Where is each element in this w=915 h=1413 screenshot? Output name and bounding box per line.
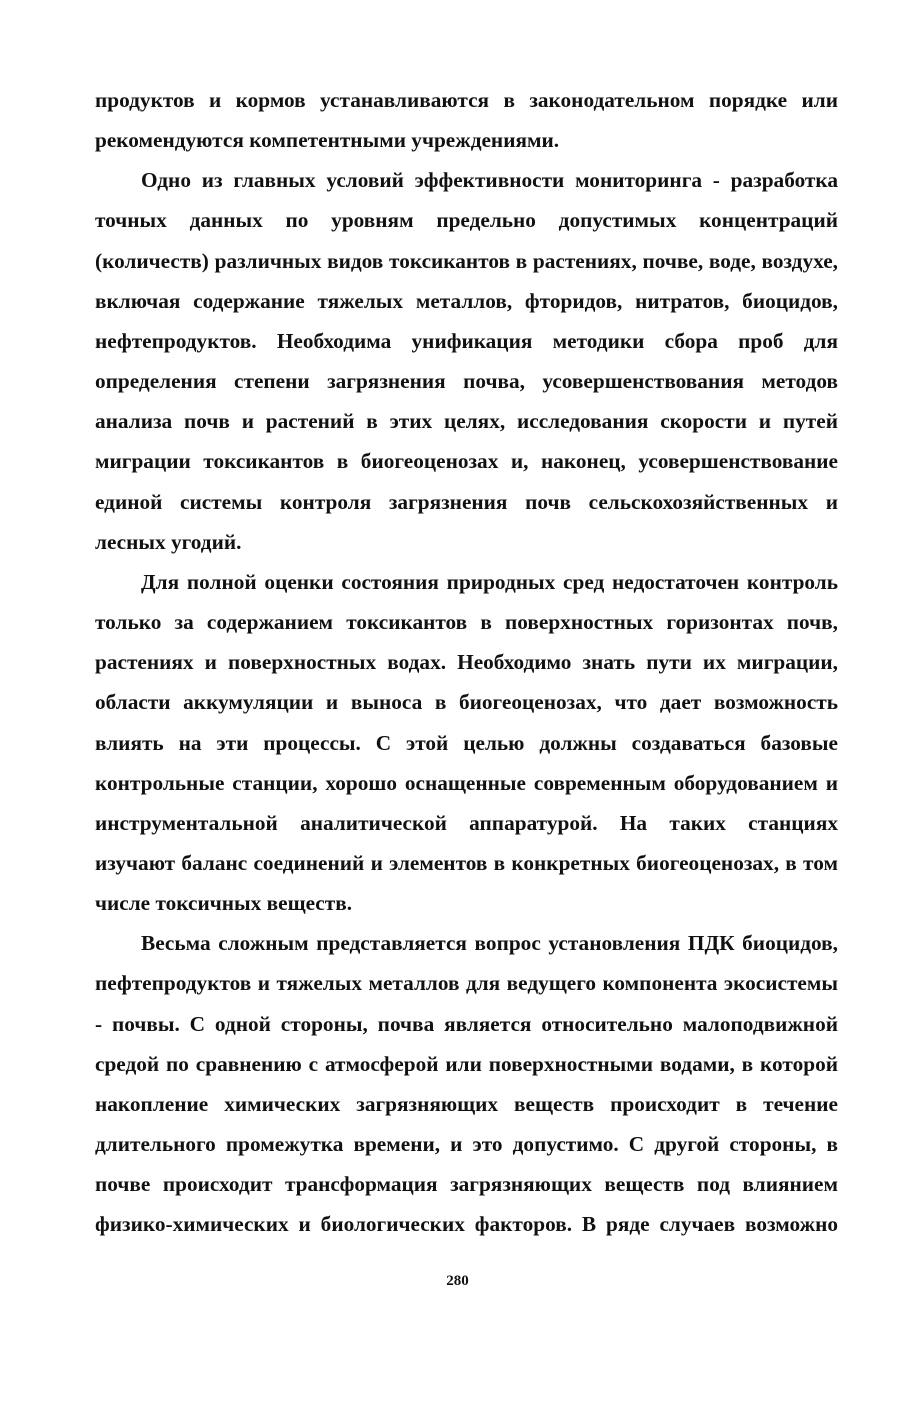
body-text: [95, 80, 838, 1245]
page-number: 280: [446, 1273, 469, 1289]
paragraph-control-stations: Для полной оценки состояния природных сред недостаточен контроль только за содержанием токсикантов в поверхностных горизонтах почв, растениях и поверхностных водах. Необходимо знать пути их миграции, области аккумуляции и выноса в биогеоценозах, что дает возможность влиять на эти процессы. С этой целью должны создаваться базовые контрольные станции, хорошо оснащенные современным оборудованием и инструментальной аналитической аппаратурой. На таких станциях изучают баланс соединений и элементов в конкретных биогеоценозах, в том числе токсичных веществ.: [95, 569, 838, 916]
paragraph-soil-mpc: Весьма сложным представляется вопрос установления ПДК биоцидов, пефтепродуктов и тяжелых металлов для ведущего компонента экосистемы - почвы. С одной стороны, почва является относительно малоподвижной средой по сравнению с атмосферой или поверхностными водами, в которой накопление химических загрязняющих веществ происходит в течение длительного промежутка времени, и это допустимо. С другой стороны, в почве происходит трансформация загрязняющих веществ под влиянием физико-химических и биологических факторов. В ряде случаев возможно: [95, 931, 838, 1237]
paragraph-continuation: продуктов и кормов устанавливаются в законодательном порядке или рекомендуются компетентными учреждениями.: [95, 88, 838, 153]
paragraph-monitoring: Одно из главных условий эффективности мониторинга - разработка точных данных по уровням предельно допустимых концентраций (количеств) различных видов токсикантов в растениях, почве, воде, воздухе, включая содержание тяжелых металлов, фторидов, нитратов, биоцидов, нефтепродуктов. Необходима унификация методики сбора проб для определения степени загрязнения почва, усовершенствования методов анализа почв и растений в этих целях, исследования скорости и путей миграции токсикантов в биогеоценозах и, наконец, усовершенствование единой системы контроля загрязнения почв сельскохозяйственных и лесных угодий.: [95, 168, 838, 554]
